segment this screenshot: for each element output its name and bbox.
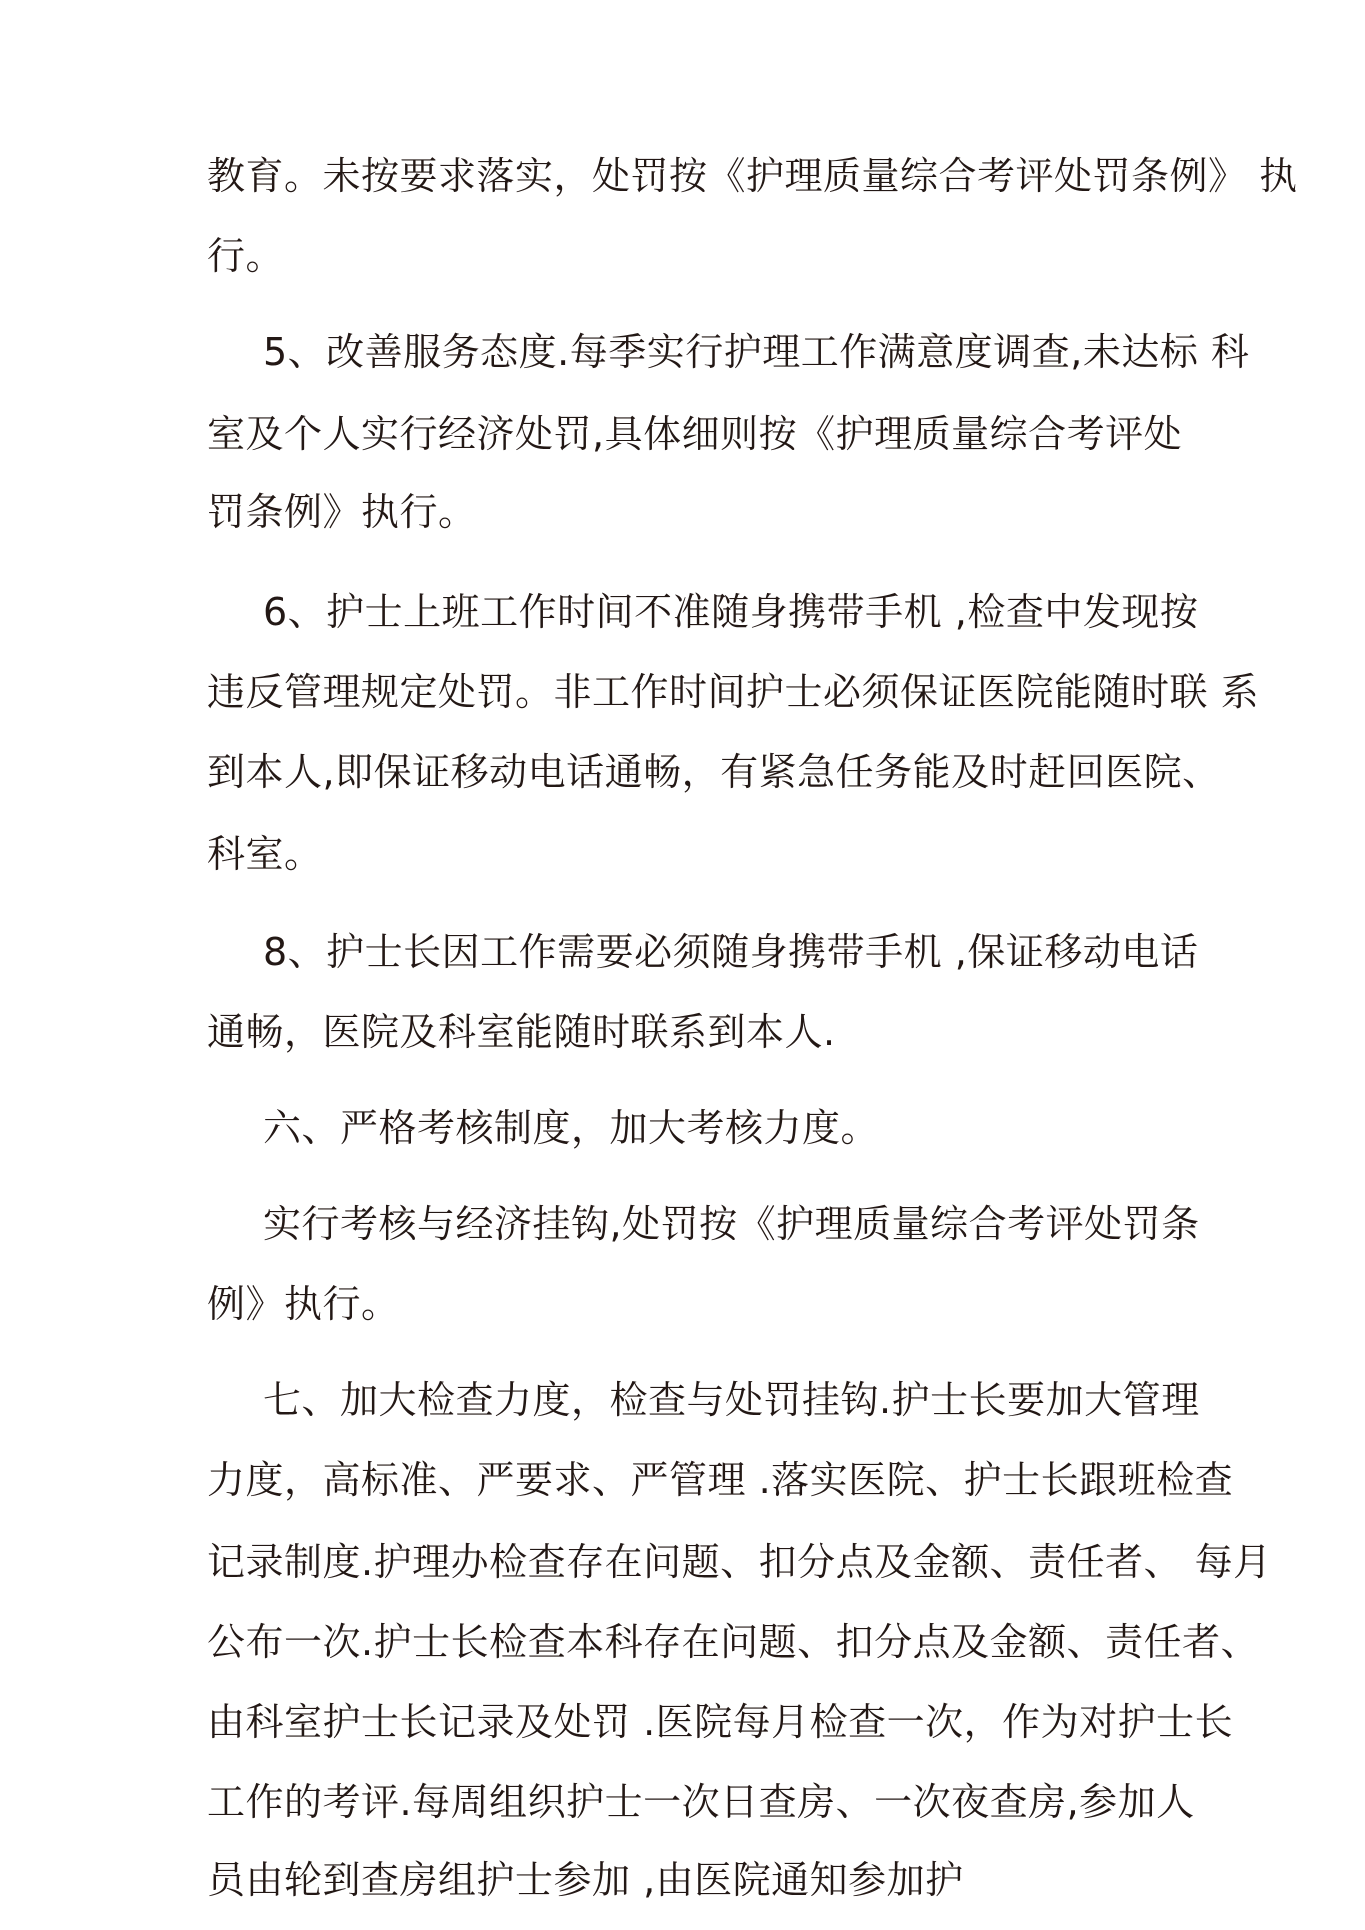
text-line: 5、改善服务态度.每季实行护理工作满意度调查,未达标 科 [263,330,1250,374]
text-line: 室及个人实行经济处罚,具体细则按《护理质量综合考评处 [207,412,1183,456]
text-line: 通畅，医院及科室能随时联系到本人. [207,1010,836,1054]
text-line: 罚条例》执行。 [207,490,477,534]
text-line: 工作的考评.每周组织护士一次日查房、一次夜查房,参加人 [207,1780,1195,1824]
text-line: 员由轮到查房组护士参加 ,由医院通知参加护 [207,1858,964,1902]
text-line: 6、护士上班工作时间不准随身携带手机 ,检查中发现按 [263,590,1199,634]
text-line: 教育。未按要求落实，处罚按《护理质量综合考评处罚条例》 执 [207,154,1298,198]
text-line: 科室。 [207,832,323,876]
text-line: 行。 [207,234,285,278]
text-line: 公布一次.护士长检查本科存在问题、扣分点及金额、责任者、 [207,1620,1260,1664]
text-line: 到本人,即保证移动电话通畅，有紧急任务能及时赶回医院、 [207,750,1221,794]
text-line: 实行考核与经济挂钩,处罚按《护理质量综合考评处罚条 [263,1202,1200,1246]
text-line: 记录制度.护理办检查存在问题、扣分点及金额、责任者、 每月 [207,1540,1272,1584]
text-line: 力度，高标准、严要求、严管理 .落实医院、护士长跟班检查 [207,1458,1234,1502]
text-line: 8、护士长因工作需要必须随身携带手机 ,保证移动电话 [263,930,1199,974]
text-line: 七、加大检查力度，检查与处罚挂钩.护士长要加大管理 [263,1378,1200,1422]
text-line: 六、严格考核制度，加大考核力度。 [263,1106,880,1150]
text-line: 例》执行。 [207,1282,400,1326]
text-line: 违反管理规定处罚。非工作时间护士必须保证医院能随时联 系 [207,670,1260,714]
text-line: 由科室护士长记录及处罚 .医院每月检查一次，作为对护士长 [207,1700,1234,1744]
